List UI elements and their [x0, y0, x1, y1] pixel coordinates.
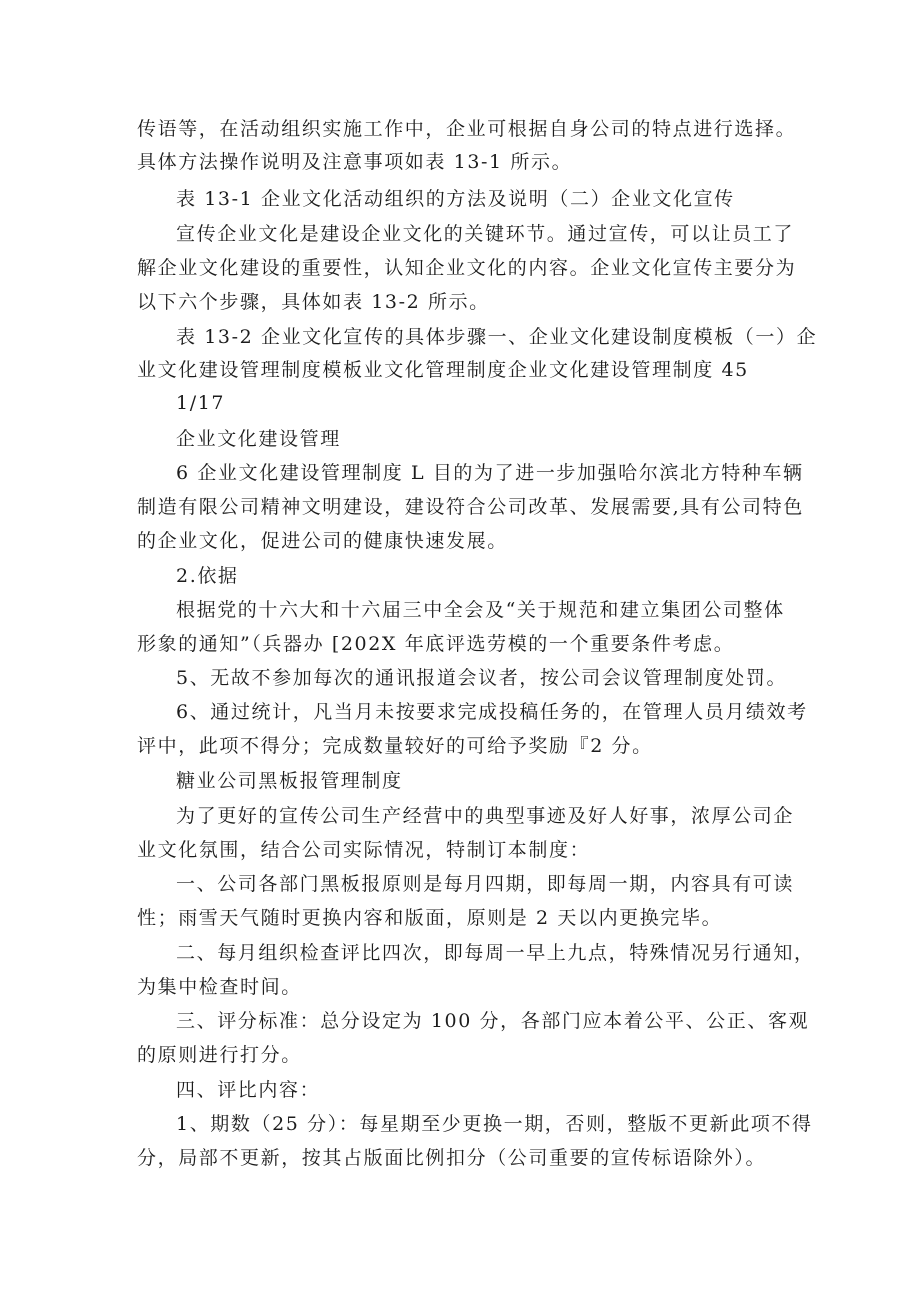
text-line: 具体方法操作说明及注意事项如表 13-1 所示。	[137, 151, 573, 173]
text-line: 的原则进行打分。	[137, 1044, 302, 1066]
text-line: 根据党的十六大和十六届三中全会及“关于规范和建立集团公司整体	[176, 599, 785, 621]
text-line: 为集中检查时间。	[137, 976, 302, 998]
page-number: 1/17	[176, 392, 226, 414]
text-line: 形象的通知”（兵器办 [202X 年底评选劳模的一个重要条件考虑。	[137, 633, 735, 655]
section-heading: 2.依据	[176, 565, 239, 587]
text-line: 三、评分标准：总分设定为 100 分，各部门应本着公平、公正、客观	[176, 1010, 810, 1032]
text-line: 6、通过统计，凡当月未按要求完成投稿任务的，在管理人员月绩效考	[176, 701, 808, 723]
text-line: 制造有限公司精神文明建设，建设符合公司改革、发展需要,具有公司特色	[137, 496, 804, 518]
text-line: 为了更好的宣传公司生产经营中的典型事迹及好人好事，浓厚公司企	[176, 805, 795, 827]
table-caption: 表 13-1 企业文化活动组织的方法及说明（二）企业文化宣传	[176, 188, 735, 210]
text-line: 性；雨雪天气随时更换内容和版面，原则是 2 天以内更换完毕。	[137, 907, 723, 929]
text-line: 业文化氛围，结合公司实际情况，特制订本制度：	[137, 839, 591, 861]
text-line: 的企业文化，促进公司的健康快速发展。	[137, 530, 508, 552]
text-line: 一、公司各部门黑板报原则是每月四期，即每周一期，内容具有可读	[176, 873, 795, 895]
text-line: 传语等，在活动组织实施工作中，企业可根据自身公司的特点进行选择。	[137, 118, 797, 140]
text-line: 解企业文化建设的重要性，认知企业文化的内容。企业文化宣传主要分为	[137, 257, 797, 279]
section-heading: 四、评比内容：	[176, 1079, 321, 1101]
text-line: 二、每月组织检查评比四次，即每周一早上九点，特殊情况另行通知，	[176, 942, 815, 964]
section-heading: 糖业公司黑板报管理制度	[176, 770, 403, 792]
text-line: 5、无故不参加每次的通讯报道会议者，按公司会议管理制度处罚。	[176, 667, 788, 689]
text-line: 1、期数（25 分）：每星期至少更换一期，否则，整版不更新此项不得	[176, 1113, 813, 1135]
text-line: 业文化建设管理制度模板业文化管理制度企业文化建设管理制度 45	[137, 359, 749, 381]
table-caption: 表 13-2 企业文化宣传的具体步骤一、企业文化建设制度模板（一）企	[176, 326, 818, 348]
text-line: 宣传企业文化是建设企业文化的关键环节。通过宣传，可以让员工了	[176, 223, 795, 245]
text-line: 评中，此项不得分；完成数量较好的可给予奖励『2 分。	[137, 735, 653, 757]
text-line: 以下六个步骤，具体如表 13-2 所示。	[137, 291, 490, 313]
text-line: 6 企业文化建设管理制度 L 目的为了进一步加强哈尔滨北方特种车辆	[176, 462, 804, 484]
text-line: 分，局部不更新，按其占版面比例扣分（公司重要的宣传标语除外）。	[137, 1147, 767, 1169]
section-heading: 企业文化建设管理	[176, 428, 341, 450]
